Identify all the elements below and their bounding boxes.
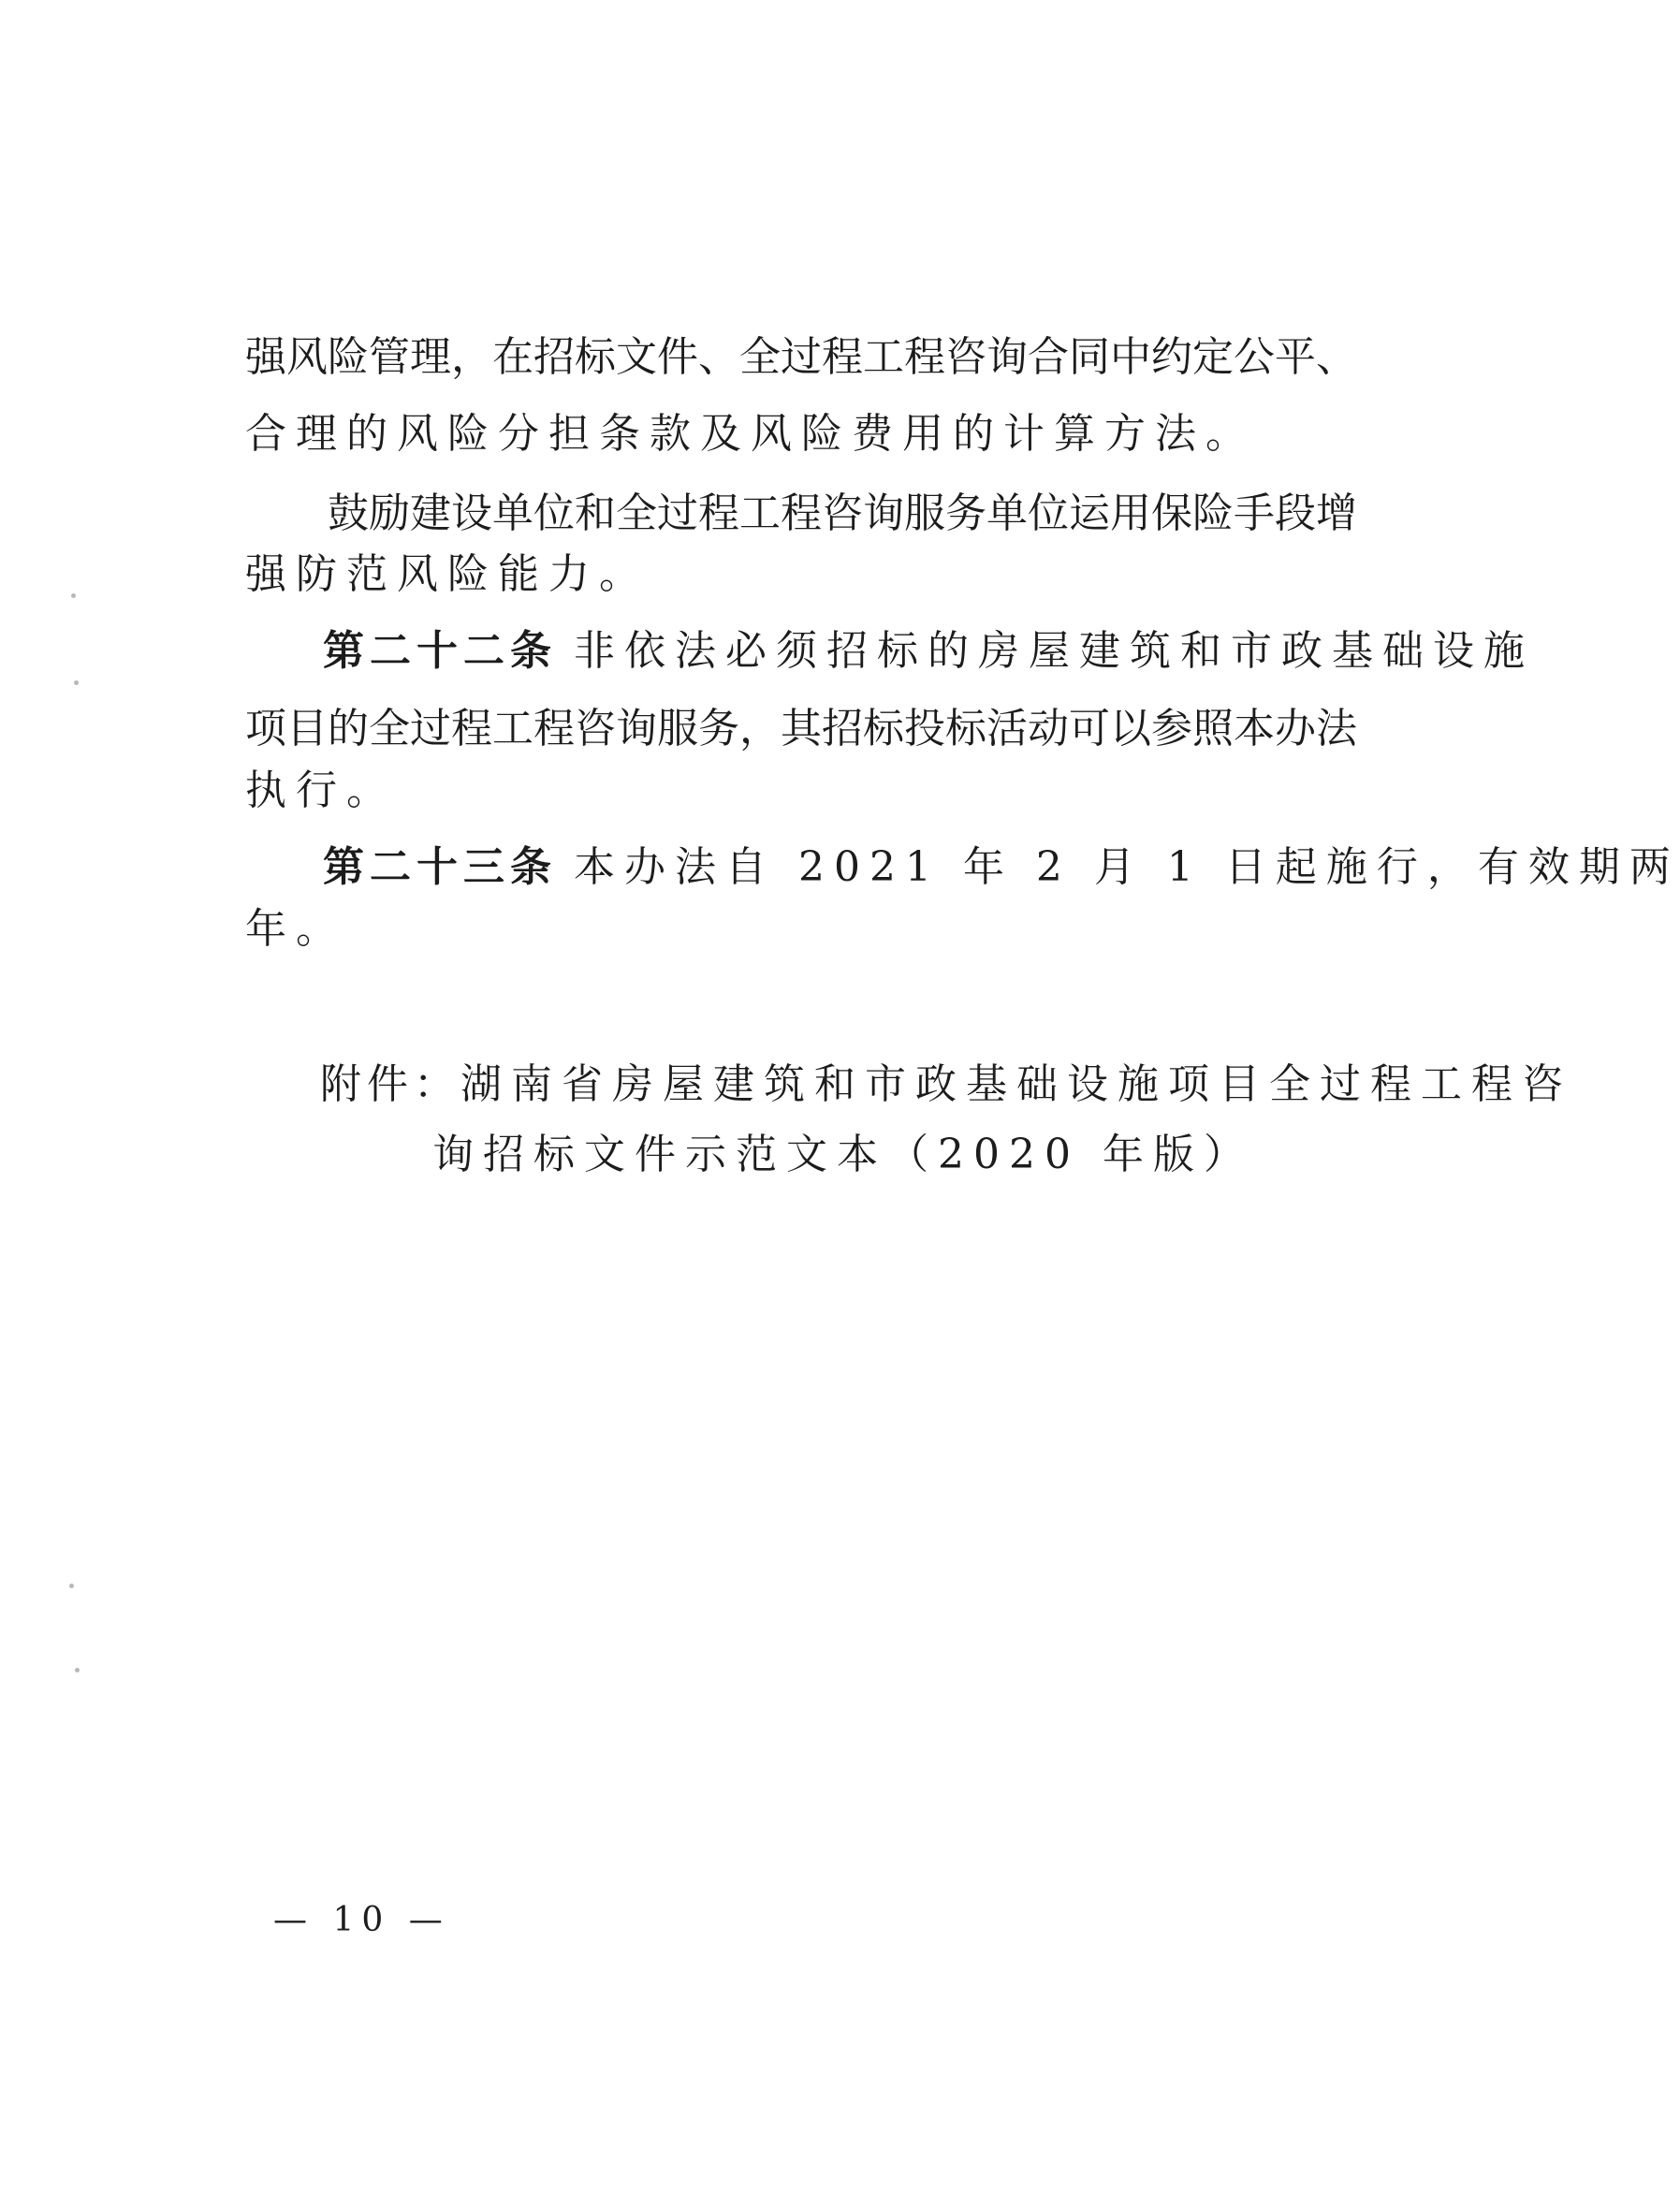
- paragraph-1-line-2: 合理的风险分担条款及风险费用的计算方法。: [245, 410, 1256, 458]
- paragraph-2-line-1: 鼓励建设单位和全过程工程咨询服务单位运用保险手段增: [328, 489, 1357, 537]
- article-23-heading: 第二十三条: [323, 843, 557, 891]
- page-number: — 10 —: [273, 1901, 450, 1939]
- article-22-line-2: 项目的全过程工程咨询服务，其招标投标活动可以参照本办法: [245, 705, 1357, 752]
- article-23-line-1: [323, 840, 1680, 896]
- article-22-heading: 第二十二条: [323, 627, 557, 675]
- article-22-line-3: 执行。: [245, 767, 397, 814]
- attachment-line-2: 询招标文件示范文本（2020 年版）: [432, 1131, 1254, 1178]
- punch-mark: [74, 680, 79, 685]
- punch-mark: [75, 1668, 80, 1672]
- article-23-line-2: 年。: [245, 905, 346, 953]
- attachment-title: 湖南省房屋建筑和市政基础设施项目全过程工程咨: [460, 1060, 1572, 1108]
- punch-mark: [69, 1584, 74, 1588]
- punch-mark: [71, 593, 76, 598]
- article-23-text: 本办法自 2021 年 2 月 1 日起施行，有效期两: [574, 843, 1680, 891]
- paragraph-1-line-1: 强风险管理，在招标文件、全过程工程咨询合同中约定公平、: [245, 333, 1357, 381]
- attachment-label: 附件：: [320, 1060, 460, 1108]
- paragraph-2-line-2: 强防范风险能力。: [245, 550, 650, 598]
- article-22-line-1: [323, 623, 1534, 679]
- attachment-line-1: [320, 1057, 1572, 1113]
- article-22-text: 非依法必须招标的房屋建筑和市政基础设施: [574, 627, 1534, 675]
